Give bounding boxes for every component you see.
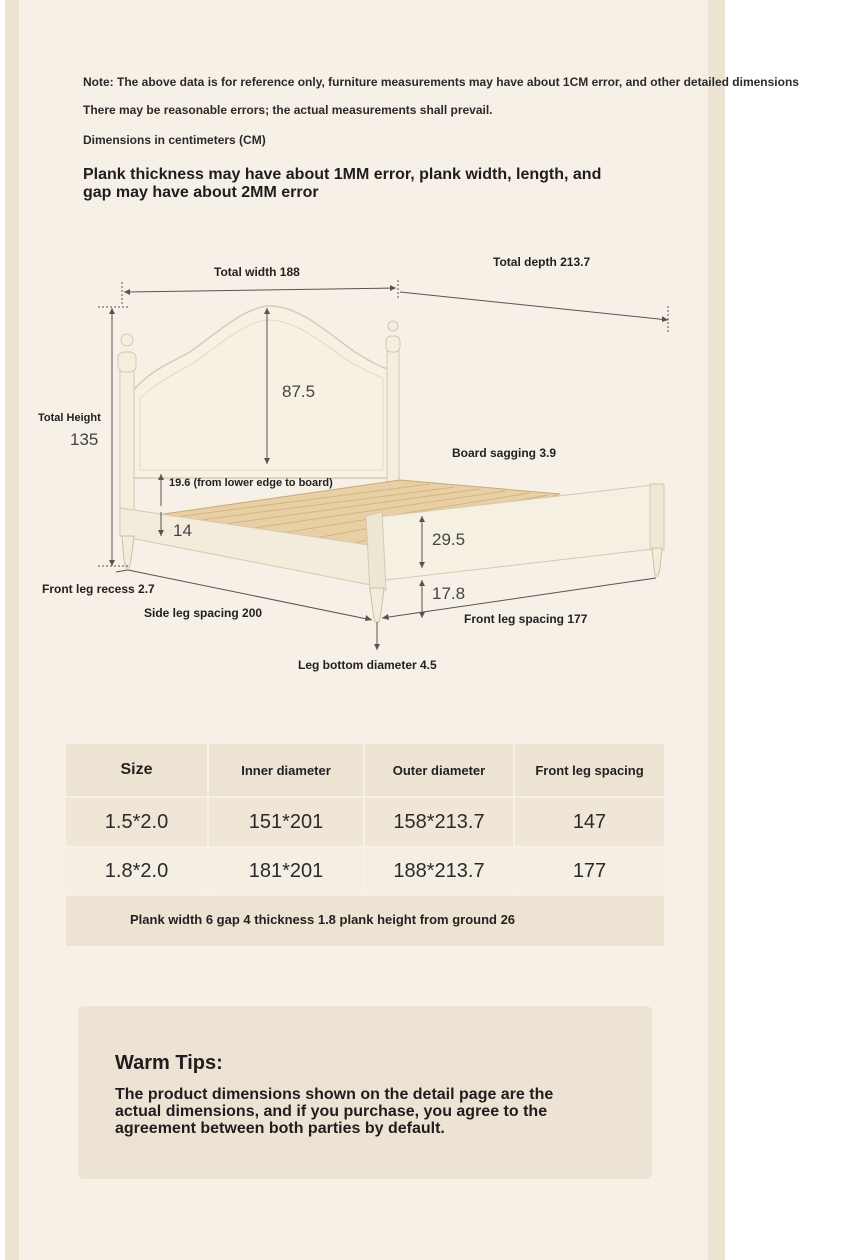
total-height-value: 135 [70,430,99,449]
table-footnote: Plank width 6 gap 4 thickness 1.8 plank height from ground 26 [130,912,516,927]
front-leg-spacing-label: Front leg spacing 177 [464,612,588,626]
footboard-height-value: 29.5 [432,530,466,549]
warm-tips-body: The product dimensions shown on the detail page are the actual dimensions, and if you purchase, you agree to the agreement between both parties by default. [115,1086,554,1137]
warm-tips-box [78,1006,652,1179]
total-height-label: Total Height [38,412,101,424]
leg-bottom-diameter-label: Leg bottom diameter 4.5 [298,658,437,672]
table-header-cell: Inner diameter [209,744,363,796]
table-header-cell: Front leg spacing [515,744,664,796]
lower-edge-to-board-label: 19.6 (from lower edge to board) [169,477,333,489]
table-cell: 147 [515,798,664,846]
table-row [66,798,664,846]
total-width-label: Total width 188 [214,265,300,279]
note-line-1: Note: The above data is for reference only, furniture measurements may have about 1CM error, and other detailed dimensions [83,75,799,89]
leg-height-value: 17.8 [432,584,466,603]
table-cell: 158*213.7 [365,798,513,846]
headboard-height-value: 87.5 [282,382,316,401]
table-cell: 181*201 [209,848,363,894]
table-cell: 151*201 [209,798,363,846]
note-line-3: Dimensions in centimeters (CM) [83,133,266,147]
table-header-row [66,744,664,796]
bed-illustration [118,306,664,622]
table-cell: 177 [515,848,664,894]
table-row [66,848,664,894]
table-cell: 1.8*2.0 [66,848,207,894]
front-leg-recess-label: Front leg recess 2.7 [42,582,155,596]
plank-tolerance-note: Plank thickness may have about 1MM error, plank width, length, and gap may have about 2MM error [83,166,602,201]
note-line-2: There may be reasonable errors; the actual measurements shall prevail. [83,103,493,117]
table-header-cell: Size [66,744,207,796]
side-rail-height-value: 14 [173,521,192,540]
table-cell: 188*213.7 [365,848,513,894]
table-header-cell: Outer diameter [365,744,513,796]
warm-tips-title: Warm Tips: [115,1052,223,1074]
board-sagging-label: Board sagging 3.9 [452,446,557,460]
total-depth-label: Total depth 213.7 [493,255,591,269]
table-cell: 1.5*2.0 [66,798,207,846]
side-leg-spacing-label: Side leg spacing 200 [144,606,263,620]
table-footnote-row [66,896,664,946]
